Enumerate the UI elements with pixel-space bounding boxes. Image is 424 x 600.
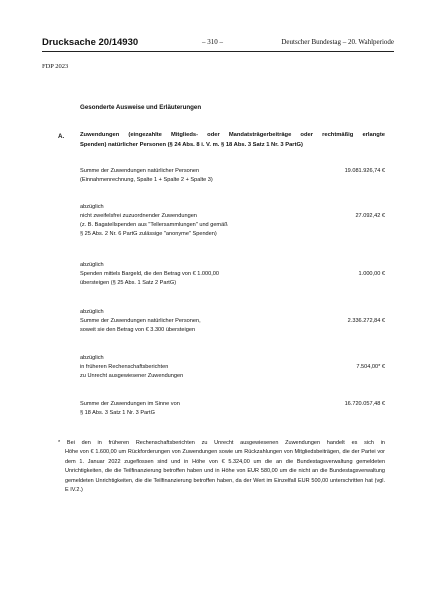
section-a-heading-line: Zuwendungen (eingezahlte Mitglieds- oder Mandatsträgerbeiträge oder rechtmäßig erlangte <box>80 132 385 138</box>
row-text: (Einnahmenrechnung, Spalte 1 + Spalte 2 + Spalte 3) <box>80 177 213 183</box>
table-row <box>80 167 385 185</box>
row-text: § 25 Abs. 2 Nr. 6 PartG zulässige "anonyme" Spenden) <box>80 231 217 237</box>
row-text: soweit sie den Betrag von € 3.300 übersteigen <box>80 327 196 333</box>
row-text: Spenden mittels Bargeld, die den Betrag von € 1.000,00 <box>80 271 220 277</box>
section-a-heading-line: Spenden) natürlicher Personen (§ 24 Abs. 8 i. V. m. § 18 Abs. 3 Satz 1 Nr. 3 PartG) <box>80 141 303 148</box>
page-header <box>42 37 394 51</box>
table-row <box>80 354 385 381</box>
row-amount: 7.504,00* € <box>356 364 385 370</box>
footnote <box>58 439 385 495</box>
row-amount: 19.081.926,74 € <box>344 168 385 174</box>
row-text: Summe der Zuwendungen natürlicher Personen, <box>80 318 201 324</box>
row-text: übersteigen (§ 25 Abs. 1 Satz 2 PartG) <box>80 280 177 286</box>
header-rule <box>42 51 394 52</box>
row-text: abzüglich <box>80 204 104 210</box>
footnote-body: Höhe von € 1.600,00 um Rückforderungen von Zuwendungen sowie um Rückzahlungen von Mitgliedsbeiträgen, die der Partei vor dem 1. Januar 2022 zugeflossen sind und in Höhe von € 5.324,00 um die an die Bundestagsverwaltung gemeldeten Unrichtigkeiten, die die Teilfinanzierung betroffen haben und in Höhe von EUR 580,00 um die nicht an die Bundestagsverwaltung gemeldeten Unrichtigkeiten, die die Teilfinanzierung betroffen haben, da der Wert im Einzelfall EUR 500,00 unterschritten hat (vgl. E IV.2.) <box>65 449 385 494</box>
table-row <box>80 400 385 418</box>
table-row <box>80 261 385 288</box>
row-text: (z. B. Bagatellspenden aus "Tellersammlungen" und gemäß <box>80 222 228 228</box>
table-row <box>80 308 385 335</box>
row-text: abzüglich <box>80 309 104 315</box>
document-number: Drucksache 20/14930 <box>42 37 139 48</box>
row-text: abzüglich <box>80 355 104 361</box>
section-title: Gesonderte Ausweise und Erläuterungen <box>80 104 202 111</box>
page-number: – 310 – <box>202 38 223 46</box>
section-a-label: A. <box>58 133 65 140</box>
publisher-label: Deutscher Bundestag – 20. Wahlperiode <box>281 38 394 46</box>
party-label: FDP 2023 <box>42 63 69 70</box>
row-text: in früheren Rechenschaftsberichten <box>80 364 169 370</box>
row-text: zu Unrecht ausgewiesener Zuwendungen <box>80 373 184 379</box>
table-row <box>80 203 385 239</box>
row-text: § 18 Abs. 3 Satz 1 Nr. 3 PartG <box>80 410 155 416</box>
row-text: Summe der Zuwendungen natürlicher Personen <box>80 168 200 174</box>
footnote-first-line: * Bei den in früheren Rechenschaftsberichten zu Unrecht ausgewiesenen Zuwendungen handelt es sich in <box>58 440 385 446</box>
row-amount: 16.720.057,48 € <box>344 401 385 407</box>
row-amount: 2.336.272,84 € <box>347 318 385 324</box>
row-text: nicht zweifelsfrei zuzuordnender Zuwendungen <box>80 213 197 219</box>
row-text: abzüglich <box>80 262 104 268</box>
row-amount: 1.000,00 € <box>358 271 385 277</box>
row-amount: 27.092,42 € <box>355 213 385 219</box>
row-text: Summe der Zuwendungen im Sinne von <box>80 401 180 407</box>
section-a-heading <box>80 131 385 150</box>
